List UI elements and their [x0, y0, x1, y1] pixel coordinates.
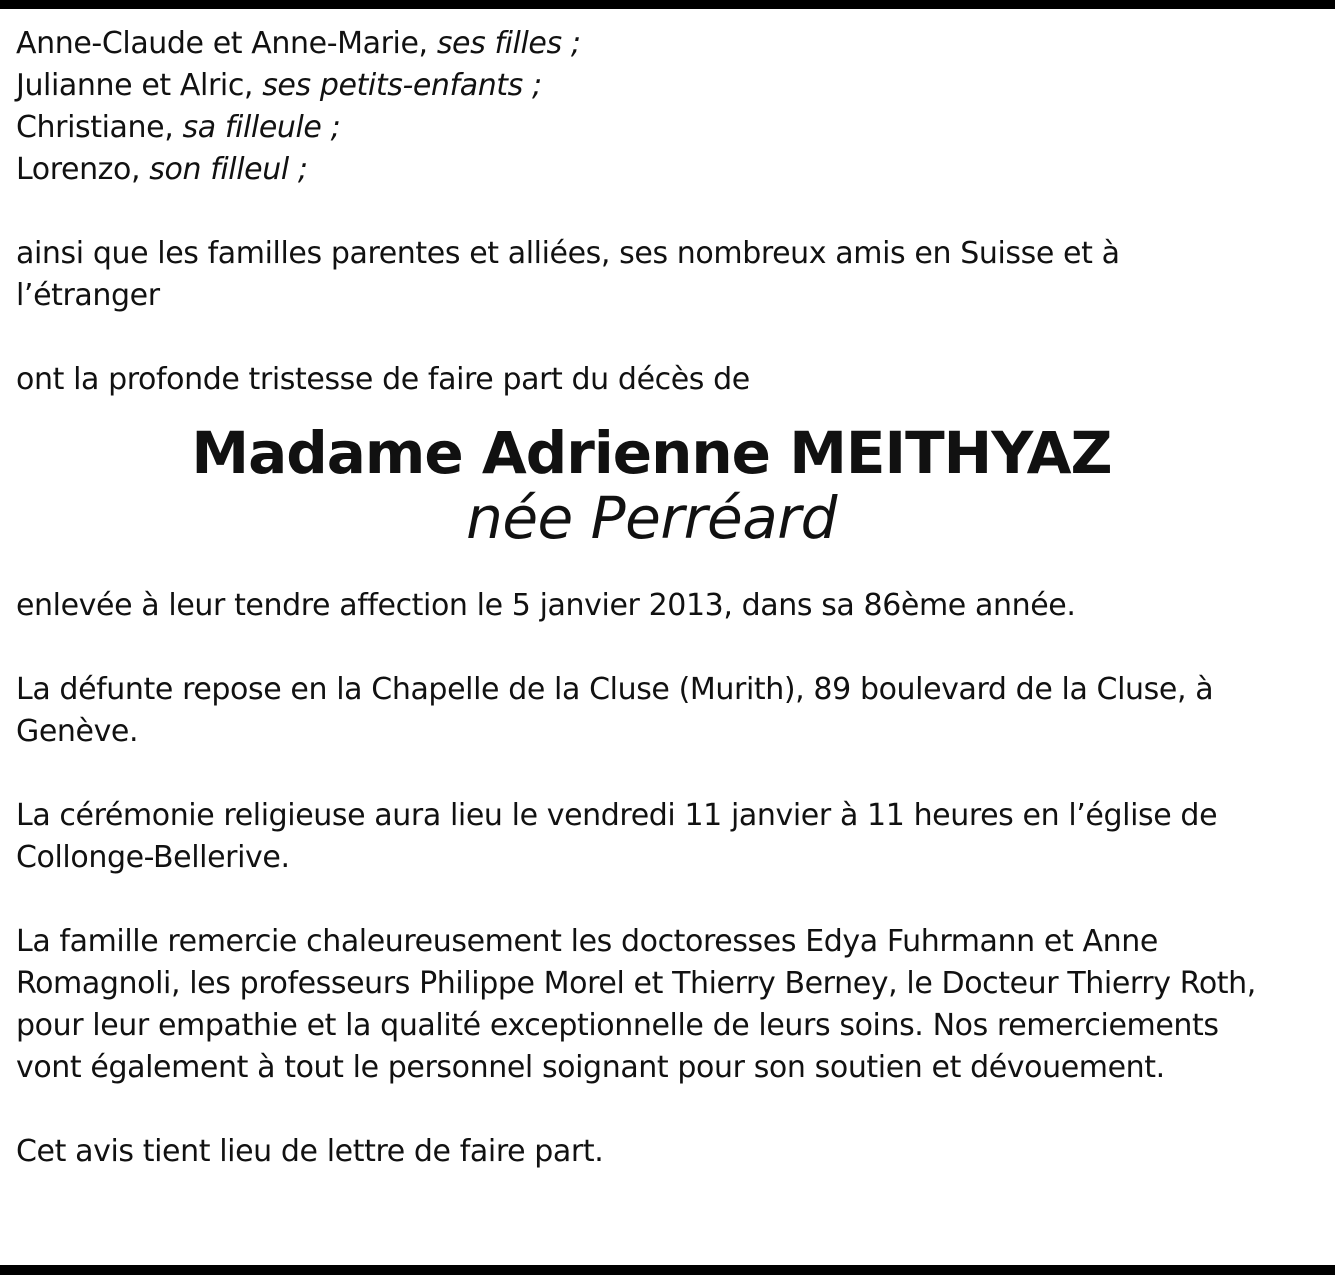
- relatives-paragraph: [16, 233, 1321, 317]
- spacer: [16, 317, 1321, 359]
- thanks-line: La famille remercie chaleureusement les doctoresses Edya Fuhrmann et Anne: [16, 924, 1158, 959]
- obituary-notice: [16, 23, 1321, 1173]
- announcement-paragraph: [16, 359, 1321, 401]
- family-line: [16, 23, 1321, 65]
- family-relation: ses filles ;: [436, 26, 581, 61]
- death-line: enlevée à leur tendre affection le 5 janvier 2013, dans sa 86ème année.: [16, 588, 1076, 623]
- relatives-line: ainsi que les familles parentes et alliées, ses nombreux amis en Suisse et à: [16, 236, 1120, 271]
- family-relation: son filleul ;: [149, 152, 308, 187]
- spacer: [16, 191, 1321, 233]
- spacer: [16, 753, 1321, 795]
- announcement-line: ont la profonde tristesse de faire part du décès de: [16, 362, 750, 397]
- family-name: Christiane,: [16, 110, 174, 145]
- ceremony-line: La cérémonie religieuse aura lieu le vendredi 11 janvier à 11 heures en l’église de: [16, 798, 1218, 833]
- relatives-line: l’étranger: [16, 278, 160, 313]
- ceremony-paragraph: [16, 795, 1321, 879]
- thanks-line: Romagnoli, les professeurs Philippe Morel et Thierry Berney, le Docteur Thierry Roth,: [16, 966, 1256, 1001]
- spacer: [16, 627, 1321, 669]
- deceased-name: Madame Adrienne MEITHYAZ: [191, 419, 1112, 487]
- family-name: Julianne et Alric,: [16, 68, 254, 103]
- family-line: [16, 149, 1321, 191]
- closing-line: Cet avis tient lieu de lettre de faire part.: [16, 1134, 604, 1169]
- spacer: [16, 1089, 1321, 1131]
- family-relation: sa filleule ;: [182, 110, 341, 145]
- thanks-line: pour leur empathie et la qualité exceptionnelle de leurs soins. Nos remerciements: [16, 1008, 1219, 1043]
- family-relation: ses petits-enfants ;: [262, 68, 542, 103]
- death-paragraph: [16, 585, 1321, 627]
- family-list: [16, 23, 1321, 191]
- family-name: Lorenzo,: [16, 152, 141, 187]
- bottom-border-rule: [0, 1265, 1335, 1275]
- thanks-paragraph: [16, 921, 1321, 1089]
- closing-paragraph: [16, 1131, 1321, 1173]
- repose-line: La défunte repose en la Chapelle de la Cluse (Murith), 89 boulevard de la Cluse, à: [16, 672, 1214, 707]
- repose-line: Genève.: [16, 714, 139, 749]
- deceased-name-block: [0, 421, 1303, 551]
- family-line: [16, 65, 1321, 107]
- ceremony-line: Collonge-Bellerive.: [16, 840, 290, 875]
- family-name: Anne-Claude et Anne-Marie,: [16, 26, 428, 61]
- maiden-name: née Perréard: [466, 484, 837, 552]
- top-border-rule: [0, 0, 1335, 9]
- family-line: [16, 107, 1321, 149]
- spacer: [16, 879, 1321, 921]
- thanks-line: vont également à tout le personnel soignant pour son soutien et dévouement.: [16, 1050, 1165, 1085]
- repose-paragraph: [16, 669, 1321, 753]
